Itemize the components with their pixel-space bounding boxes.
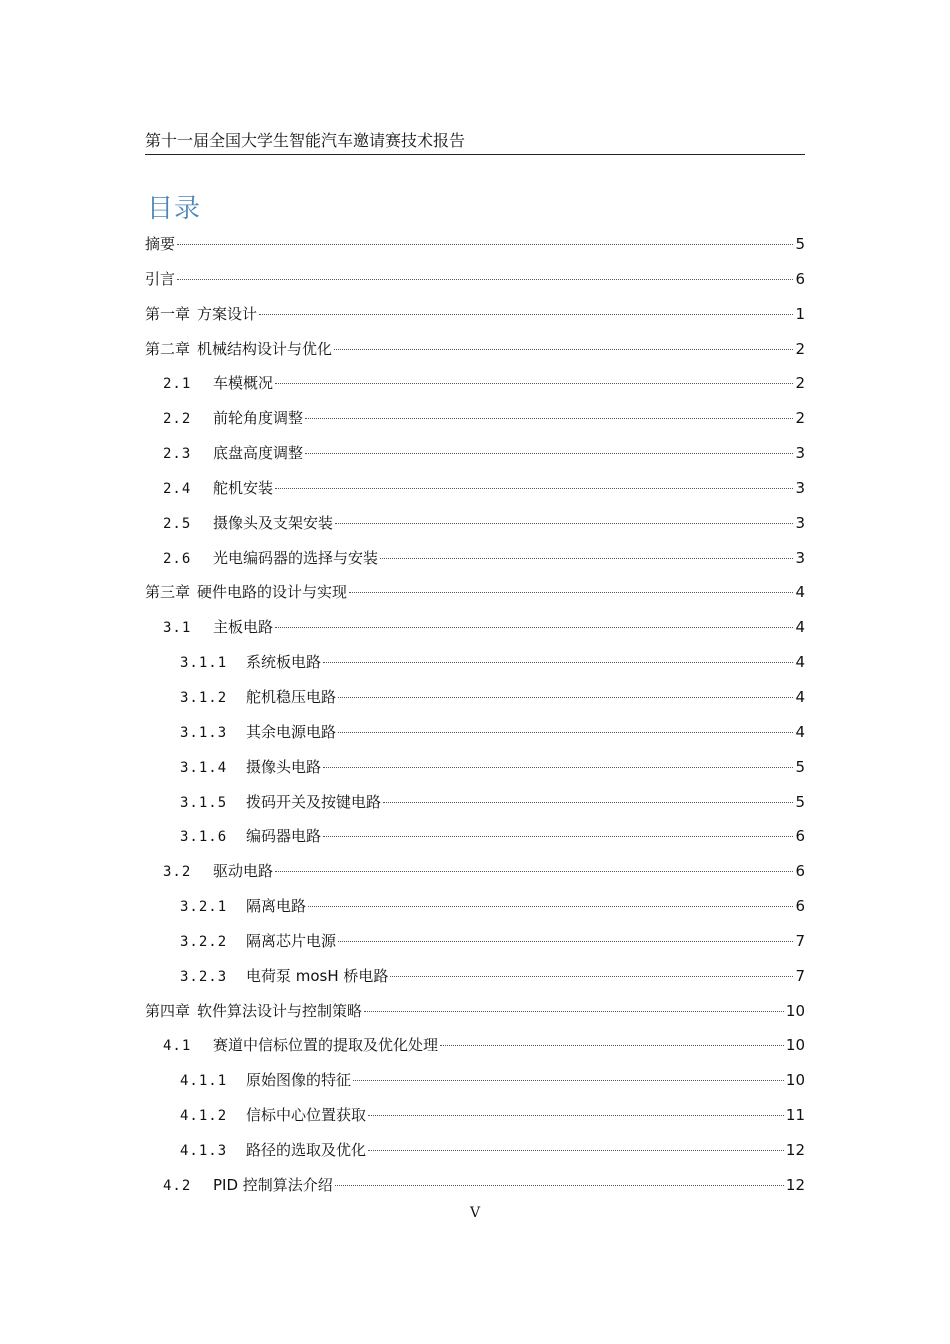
toc-entry-number: 3.1: [163, 620, 192, 637]
toc-entry-text: 隔离电路: [246, 897, 307, 916]
toc-entry[interactable]: [145, 337, 805, 372]
toc-leader-dots: [380, 558, 793, 559]
toc-entry[interactable]: [145, 615, 805, 650]
toc-entry[interactable]: [145, 371, 805, 406]
toc-entry[interactable]: [145, 476, 805, 511]
toc-leader-dots: [323, 836, 793, 837]
toc-leader-dots: [323, 662, 793, 663]
toc-entry-page: 3: [795, 548, 805, 567]
toc-leader-dots: [275, 871, 793, 872]
toc-entry[interactable]: [145, 232, 805, 267]
toc-entry-page: 4: [795, 687, 805, 706]
toc-entry-number: 3.1.1: [180, 655, 228, 672]
toc-leader-dots: [259, 314, 793, 315]
toc-entry-text: 隔离芯片电源: [246, 931, 337, 950]
toc-entry-text: 机械结构设计与优化: [197, 339, 333, 358]
toc-leader-dots: [305, 418, 793, 419]
toc-leader-dots: [177, 279, 793, 280]
toc-entry-text: 赛道中信标位置的提取及优化处理: [213, 1036, 439, 1055]
toc-entry-text: 原始图像的特征: [246, 1071, 352, 1090]
toc-entry-number: 第一章: [145, 304, 191, 323]
toc-entry[interactable]: [145, 685, 805, 720]
toc-entry-number: 3.2: [163, 864, 192, 881]
toc-entry[interactable]: [145, 859, 805, 894]
toc-entry-text: 拨码开关及按键电路: [246, 792, 382, 811]
toc-leader-dots: [305, 453, 793, 454]
toc-entry[interactable]: [145, 406, 805, 441]
toc-entry[interactable]: [145, 964, 805, 999]
toc-entry[interactable]: [145, 1068, 805, 1103]
toc-entry-text: 摄像头电路: [246, 757, 322, 776]
toc-entry-text: 编码器电路: [246, 827, 322, 846]
toc-entry[interactable]: [145, 1138, 805, 1173]
toc-entry[interactable]: [145, 546, 805, 581]
toc-entry-page: 10: [785, 1071, 805, 1090]
toc-entry-number: 3.1.5: [180, 794, 228, 811]
toc-entry[interactable]: [145, 824, 805, 859]
toc-entry-number: 2.1: [163, 376, 192, 393]
toc-leader-dots: [275, 627, 793, 628]
running-header: 第十一届全国大学生智能汽车邀请赛技术报告: [145, 128, 805, 155]
toc-entry-number: 4.1: [163, 1038, 192, 1055]
toc-entry-page: 1: [795, 304, 805, 323]
toc-entry-number: 第三章: [145, 583, 191, 602]
toc-entry[interactable]: [145, 650, 805, 685]
toc-leader-dots: [338, 732, 793, 733]
toc-entry-page: 6: [795, 862, 805, 881]
toc-entry-page: 2: [795, 374, 805, 393]
toc-entry[interactable]: [145, 999, 805, 1034]
toc-entry-page: 5: [795, 757, 805, 776]
toc-title: 目录: [147, 194, 202, 224]
toc-entry-page: 11: [785, 1106, 805, 1125]
toc-entry-text: 信标中心位置获取: [246, 1106, 367, 1125]
toc-entry-number: 3.1.2: [180, 689, 228, 706]
page-number: V: [469, 1205, 481, 1221]
toc-entry-page: 4: [795, 618, 805, 637]
toc-entry-text: 引言: [145, 269, 176, 288]
toc-entry-page: 12: [785, 1140, 805, 1159]
toc-entry-page: 10: [785, 1001, 805, 1020]
toc-leader-dots: [368, 1150, 784, 1151]
toc-entry-number: 4.1.3: [180, 1142, 228, 1159]
toc-entry-number: 第四章: [145, 1001, 191, 1020]
toc-entry-number: 2.6: [163, 550, 192, 567]
toc-leader-dots: [338, 941, 793, 942]
toc-entry-page: 4: [795, 653, 805, 672]
toc-entry-page: 6: [795, 269, 805, 288]
toc-entry[interactable]: [145, 755, 805, 790]
toc-entry-number: 4.2: [163, 1177, 192, 1194]
toc-entry-text: PID 控制算法介绍: [213, 1175, 333, 1194]
toc-entry[interactable]: [145, 580, 805, 615]
toc-entry-text: 车模概况: [213, 374, 274, 393]
toc-entry-page: 5: [795, 792, 805, 811]
toc-leader-dots: [308, 906, 793, 907]
toc-entry-text: 硬件电路的设计与实现: [197, 583, 348, 602]
toc-entry-page: 6: [795, 827, 805, 846]
toc-leader-dots: [177, 244, 793, 245]
toc-leader-dots: [349, 592, 793, 593]
toc-entry-number: 3.1.3: [180, 724, 228, 741]
toc-leader-dots: [368, 1115, 784, 1116]
toc-entry-text: 舵机稳压电路: [246, 687, 337, 706]
toc-entry-number: 3.2.2: [180, 933, 228, 950]
toc-entry[interactable]: [145, 1173, 805, 1208]
toc-entry-page: 4: [795, 583, 805, 602]
toc-entry-page: 3: [795, 478, 805, 497]
toc-entry-page: 4: [795, 722, 805, 741]
toc-entry-page: 3: [795, 444, 805, 463]
toc-entry[interactable]: [145, 302, 805, 337]
toc-entry[interactable]: [145, 720, 805, 755]
toc-leader-dots: [275, 488, 793, 489]
toc-leader-dots: [390, 976, 793, 977]
toc-entry[interactable]: [145, 511, 805, 546]
toc-entry-number: 3.2.3: [180, 968, 228, 985]
toc-entry-text: 摄像头及支架安装: [213, 513, 334, 532]
toc-entry[interactable]: [145, 1033, 805, 1068]
toc-entry-text: 舵机安装: [213, 478, 274, 497]
toc-entry-number: 2.3: [163, 446, 192, 463]
toc-list: [145, 232, 805, 1208]
toc-entry[interactable]: [145, 441, 805, 476]
toc-leader-dots: [335, 1185, 784, 1186]
toc-entry-number: 2.4: [163, 480, 192, 497]
toc-leader-dots: [323, 767, 793, 768]
toc-entry-text: 摘要: [145, 235, 176, 253]
toc-entry[interactable]: [145, 929, 805, 964]
toc-entry-text: 软件算法设计与控制策略: [197, 1001, 363, 1020]
toc-entry-number: 3.1.4: [180, 759, 228, 776]
toc-entry[interactable]: [145, 894, 805, 929]
toc-entry-text: 前轮角度调整: [213, 409, 304, 428]
toc-entry-text: 系统板电路: [246, 653, 322, 672]
toc-leader-dots: [353, 1080, 784, 1081]
toc-entry-page: 5: [795, 235, 805, 253]
toc-entry-text: 主板电路: [213, 618, 274, 637]
toc-leader-dots: [338, 697, 793, 698]
toc-entry-text: 其余电源电路: [246, 722, 337, 741]
toc-entry[interactable]: [145, 267, 805, 302]
toc-leader-dots: [364, 1011, 784, 1012]
toc-entry-page: 3: [795, 513, 805, 532]
toc-entry-page: 7: [795, 966, 805, 985]
toc-entry-number: 2.2: [163, 411, 192, 428]
toc-entry-text: 驱动电路: [213, 862, 274, 881]
toc-entry-page: 2: [795, 409, 805, 428]
toc-entry-number: 4.1.1: [180, 1073, 228, 1090]
toc-entry-page: 6: [795, 897, 805, 916]
toc-leader-dots: [334, 349, 793, 350]
toc-entry-number: 4.1.2: [180, 1108, 228, 1125]
toc-leader-dots: [383, 802, 793, 803]
toc-entry-text: 底盘高度调整: [213, 444, 304, 463]
toc-entry-text: 方案设计: [197, 304, 258, 323]
toc-entry[interactable]: [145, 790, 805, 825]
toc-entry-page: 10: [785, 1036, 805, 1055]
toc-entry-text: 电荷泵 mosH 桥电路: [246, 966, 389, 985]
toc-entry-text: 光电编码器的选择与安装: [213, 548, 379, 567]
toc-leader-dots: [275, 383, 793, 384]
toc-entry-number: 3.1.6: [180, 829, 228, 846]
toc-entry-text: 路径的选取及优化: [246, 1140, 367, 1159]
toc-entry-number: 第二章: [145, 339, 191, 358]
toc-entry-page: 12: [785, 1175, 805, 1194]
toc-leader-dots: [440, 1045, 784, 1046]
toc-entry-number: 3.2.1: [180, 899, 228, 916]
toc-entry-page: 2: [795, 339, 805, 358]
toc-entry-page: 7: [795, 931, 805, 950]
toc-entry[interactable]: [145, 1103, 805, 1138]
toc-entry-number: 2.5: [163, 515, 192, 532]
toc-leader-dots: [335, 523, 793, 524]
